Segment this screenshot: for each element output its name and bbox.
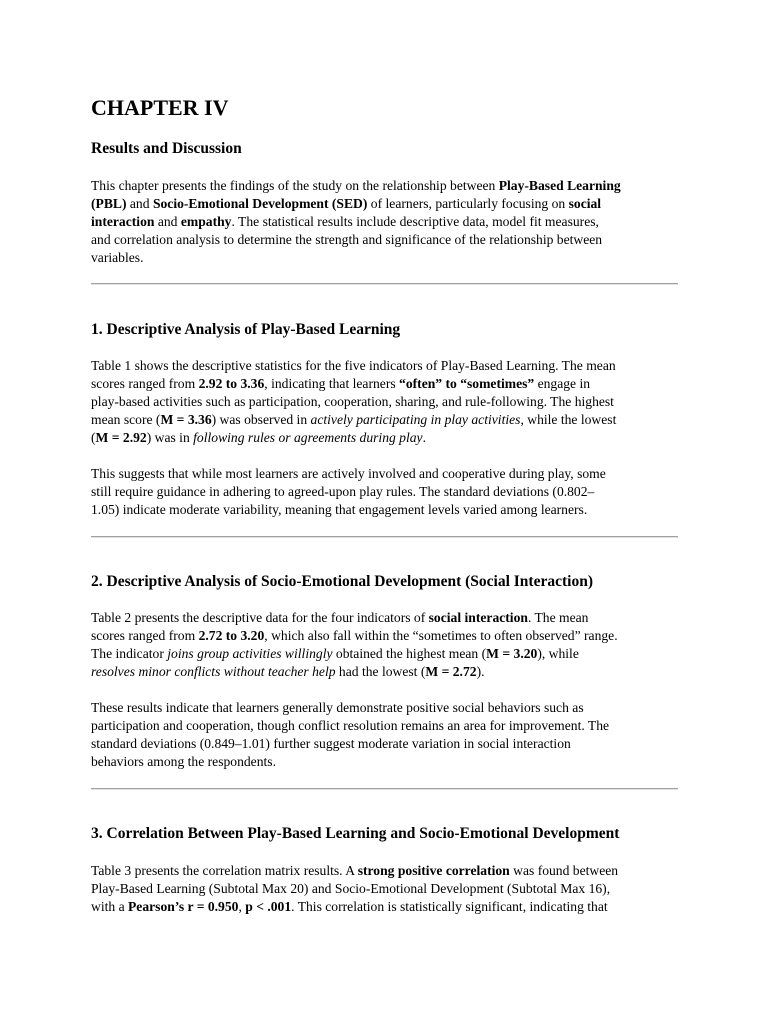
section-1-heading: 1. Descriptive Analysis of Play-Based Learning [91,321,401,338]
horizontal-divider [91,283,678,285]
section-2-paragraph-1 [91,609,678,681]
text-line: standard deviations (0.849–1.01) further suggest moderate variation in social interaction [91,736,571,751]
intro-line: and correlation analysis to determine the strength and significance of the relationship between [91,232,603,247]
text-line: Play-Based Learning (Subtotal Max 20) and Socio-Emotional Development (Subtotal Max 16), [91,881,611,896]
section-1-paragraph-1 [91,357,678,447]
intro-line: interaction and empathy. The statistical results include descriptive data, model fit measures, [91,214,599,229]
text-line: still require guidance in adhering to agreed-upon play rules. The standard deviations (0.802– [91,484,595,499]
text-line: The indicator joins group activities willingly obtained the highest mean (M = 3.20), while [91,646,579,661]
chapter-title: CHAPTER IV [91,95,229,120]
text-line: (M = 2.92) was in following rules or agreements during play. [91,430,426,445]
text-line: resolves minor conflicts without teacher help had the lowest (M = 2.72). [91,664,485,679]
text-line: 1.05) indicate moderate variability, meaning that engagement levels varied among learners. [91,502,588,517]
section-3-paragraph-1 [91,862,678,916]
text-line: This suggests that while most learners are actively involved and cooperative during play, some [91,466,606,481]
section-2-heading: 2. Descriptive Analysis of Socio-Emotional Development (Social Interaction) [91,573,593,590]
intro-line: (PBL) and Socio-Emotional Development (SED) of learners, particularly focusing on social [91,196,602,211]
text-line: scores ranged from 2.92 to 3.36, indicating that learners “often” to “sometimes” engage in [91,376,591,391]
text-line: Table 3 presents the correlation matrix results. A strong positive correlation was found between [91,863,619,878]
chapter-subtitle: Results and Discussion [91,140,242,157]
text-line: play-based activities such as participation, cooperation, sharing, and rule-following. The highest [91,394,614,409]
text-line: participation and cooperation, though conflict resolution remains an area for improvement. The [91,718,610,733]
intro-line: This chapter presents the findings of the study on the relationship between Play-Based Learning [91,178,621,193]
intro-paragraph [91,177,678,267]
horizontal-divider [91,788,678,790]
text-line: Table 2 presents the descriptive data for the four indicators of social interaction. The mean [91,610,589,625]
section-3-heading: 3. Correlation Between Play-Based Learning and Socio-Emotional Development [91,825,620,842]
text-line: These results indicate that learners generally demonstrate positive social behaviors such as [91,700,584,715]
section-2-paragraph-2 [91,699,678,771]
text-line: behaviors among the respondents. [91,754,276,769]
intro-line: variables. [91,250,144,265]
text-line: Table 1 shows the descriptive statistics for the five indicators of Play-Based Learning. The mean [91,358,616,373]
section-1-paragraph-2 [91,465,678,519]
text-line: scores ranged from 2.72 to 3.20, which also fall within the “sometimes to often observed” range. [91,628,618,643]
text-line: with a Pearson’s r = 0.950, p < .001. This correlation is statistically significant, indicating that [91,899,608,914]
text-line: mean score (M = 3.36) was observed in actively participating in play activities, while the lowest [91,412,617,427]
horizontal-divider [91,536,678,538]
